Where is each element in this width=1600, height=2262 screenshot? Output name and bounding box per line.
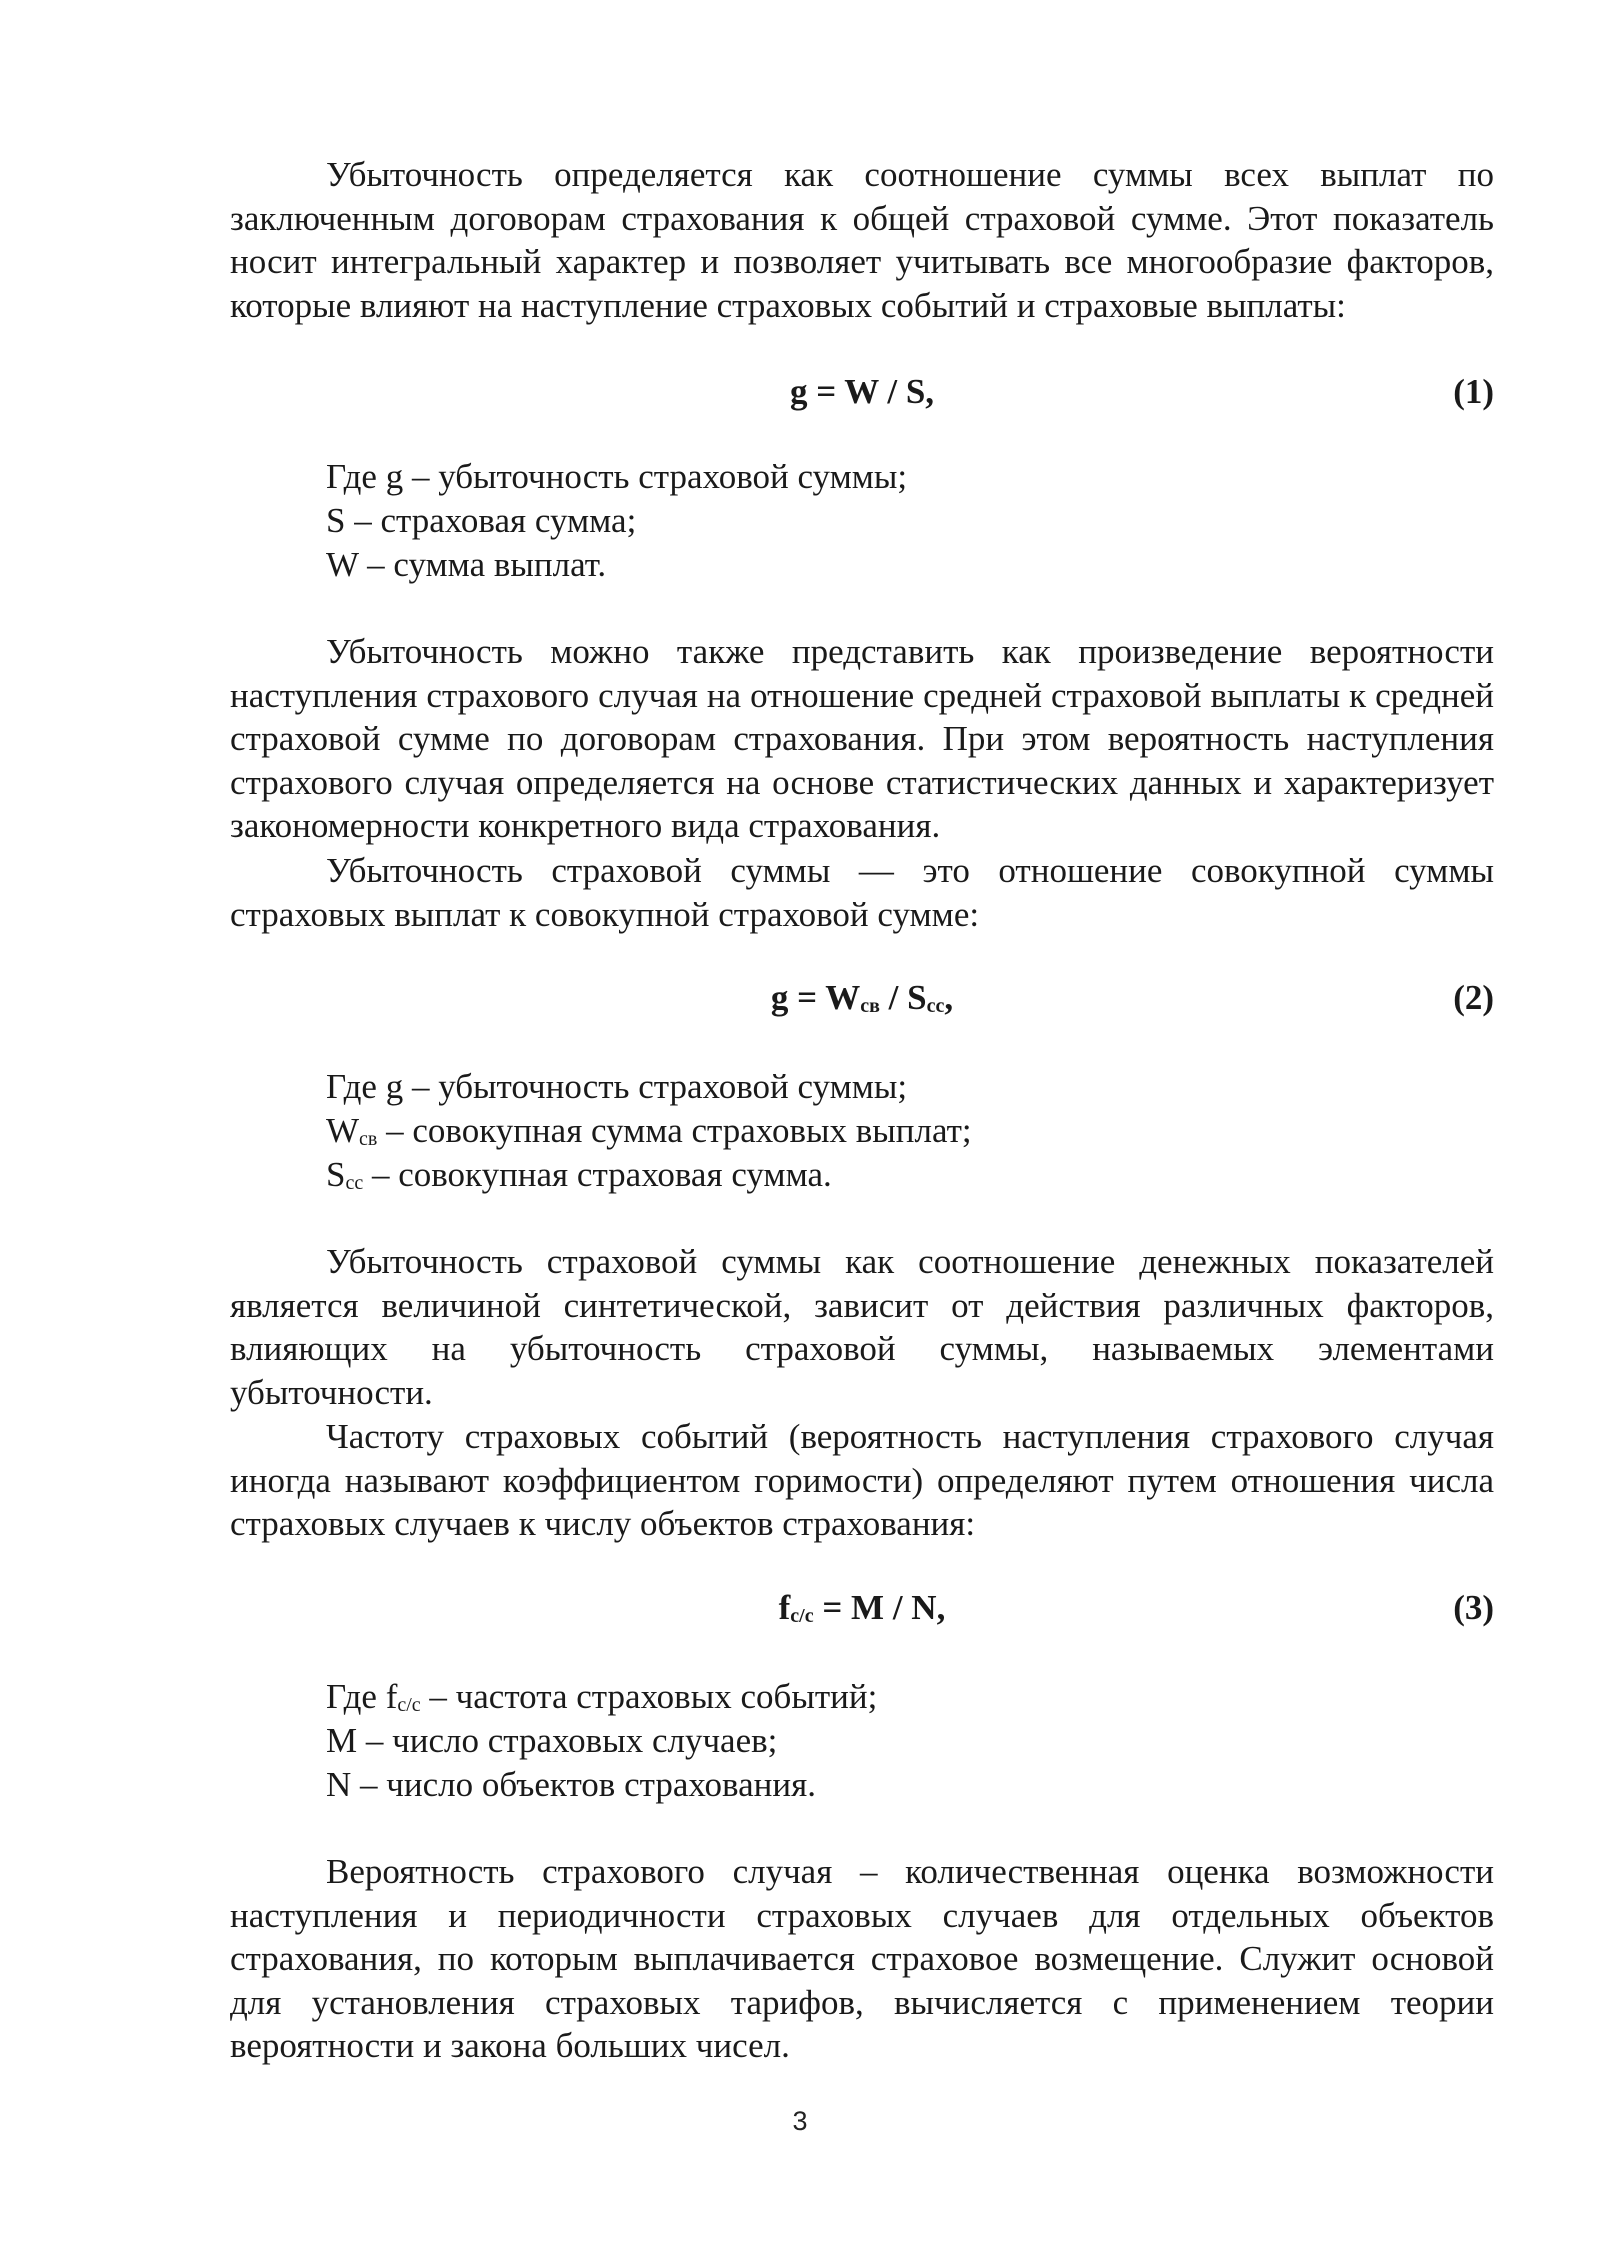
definition-w-2: $W_{св}$ – совокупная сумма страховых выплат; [326, 1111, 972, 1150]
formula-3-expression: $f_{с/с} = M / N$, [778, 1588, 946, 1627]
formula-1-number: (1) [1453, 372, 1494, 411]
paragraph-synthetic-value: Убыточность страховой суммы как соотношение денежных показателей является величиной синтетической, зависит от действия различных факторов, влияющих на убыточность страховой суммы, называемых элементами убыточности. [230, 1242, 1494, 1412]
definition-g-1: Где g – убыточность страховой суммы; [326, 457, 908, 496]
definition-n-3: N – число объектов страхования. [326, 1765, 816, 1804]
definition-m-3: M – число страховых случаев; [326, 1721, 778, 1760]
definition-w-1: W – сумма выплат. [326, 545, 607, 584]
paragraph-probability-product: Убыточность можно также представить как произведение вероятности наступления страхового случая на отношение средней страховой выплаты к средней страховой сумме по договорам страхования. При этом вероятность наступления страхового случая определяется на основе статистических данных и характеризует закономерности конкретного вида страхования. [230, 632, 1494, 846]
paragraph-insured-event-probability: Вероятность страхового случая – количественная оценка возможности наступления и периодичности страховых случаев для отдельных объектов страхования, по которым выплачивается страховое возмещение. Служит основой для установления страховых тарифов, вычисляется с применением теории вероятности и закона больших чисел. [230, 1852, 1494, 2066]
formula-1-expression: g = W / S, [789, 372, 935, 411]
formula-1 [230, 370, 1494, 414]
definition-g-2: Где g – убыточность страховой суммы; [326, 1067, 908, 1106]
formula-2-number: (2) [1453, 978, 1494, 1017]
formula-2-expression: $g = W_{св} / S_{сс}$, [770, 978, 954, 1017]
formula-3 [230, 1586, 1494, 1630]
formula-2 [230, 976, 1494, 1020]
definition-s-2: $S_{сс}$ – совокупная страховая сумма. [326, 1155, 832, 1194]
paragraph-sum-loss-ratio: Убыточность страховой суммы — это отношение совокупной суммы страховых выплат к совокупной страховой сумме: [230, 851, 1494, 934]
paragraph-loss-ratio-definition: Убыточность определяется как соотношение суммы всех выплат по заключенным договорам страхования к общей страховой сумме. Этот показатель носит интегральный характер и позволяет учитывать все многообразие факторов, которые влияют на наступление страховых событий и страховые выплаты: [230, 155, 1494, 325]
definition-s-1: S – страховая сумма; [326, 501, 637, 540]
paragraph-event-frequency: Частоту страховых событий (вероятность наступления страхового случая иногда называют коэффициентом горимости) определяют путем отношения числа страховых случаев к числу объектов страхования: [230, 1417, 1494, 1544]
formula-3-number: (3) [1453, 1588, 1494, 1627]
page-number: 3 [792, 2106, 808, 2136]
definition-f-3: Где $f_{с/с}$ – частота страховых событий; [326, 1677, 878, 1716]
